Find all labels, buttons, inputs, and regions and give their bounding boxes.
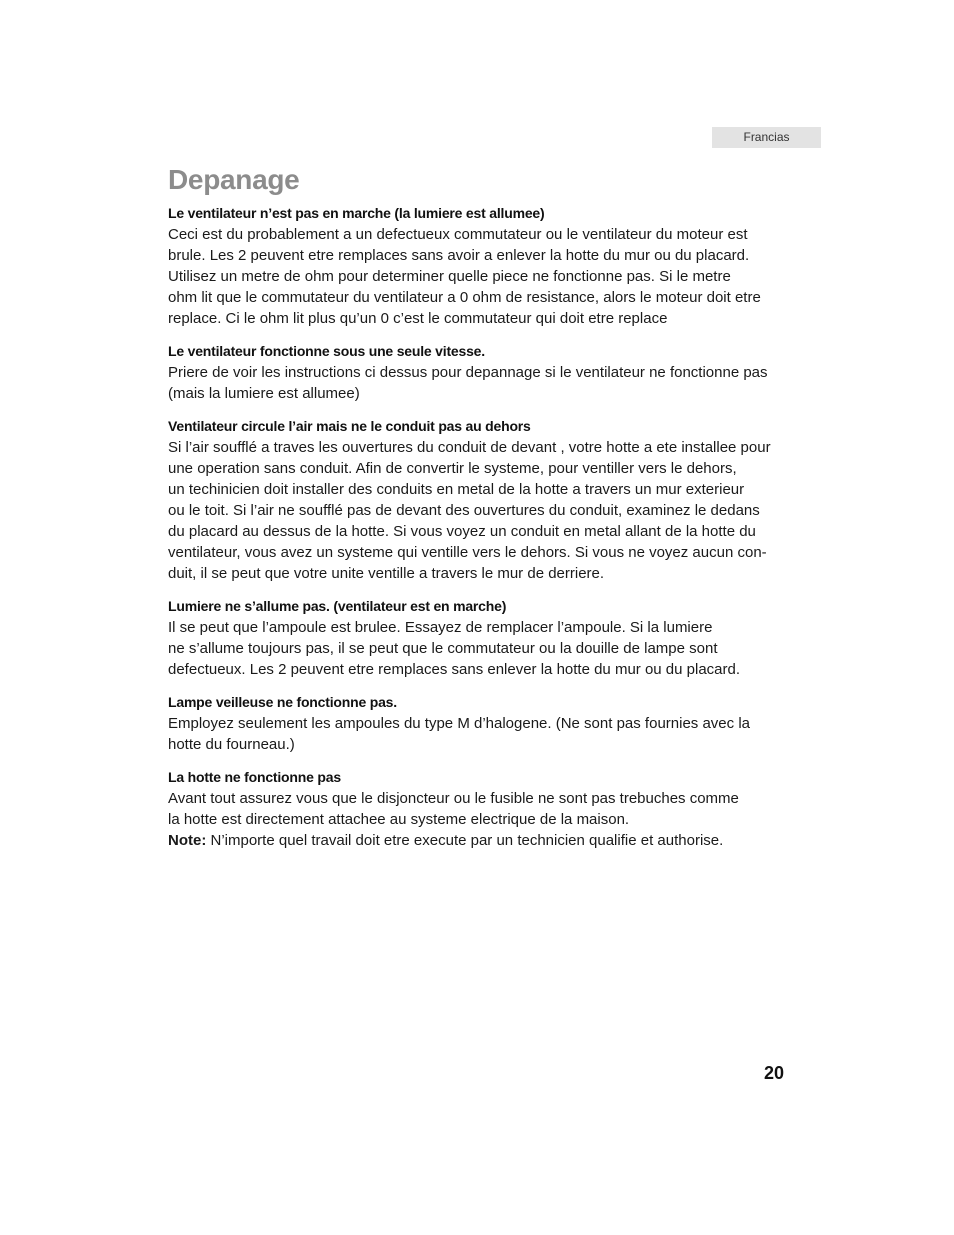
section-body: Employez seulement les ampoules du type M d’halogene. (Ne sont pas fournies avec la hotte du fourneau.) xyxy=(168,715,750,753)
section-heading: Le ventilateur fonctionne sous une seule vitesse. xyxy=(168,343,485,359)
section-air-not-ducted xyxy=(168,416,788,584)
section-single-speed xyxy=(168,341,788,404)
section-body: Il se peut que l’ampoule est brulee. Essayez de remplacer l’ampoule. Si la lumiere ne s’allume toujours pas, il se peut que le commutateur ou la douille de lampe sont defectueux. Les 2 peuvent etre remplaces sans enlever la hotte du mur ou du placard. xyxy=(168,619,741,678)
page-title: Depanage xyxy=(168,164,300,195)
section-body: Si l’air soufflé a traves les ouvertures du conduit de devant , votre hotte a ete installee pour une operation sans conduit. Afin de convertir le systeme, pour ventiller vers le dehors, un techinicien doit installer des conduits en metal de la hotte a travers un mur exterieur ou le toit. Si l’air ne soufflé pas de devant des ouvertures du conduit, examinez le dedans du placard au dessus de la hotte. Si vous voyez un conduit en metal allant de la hotte du ventilateur, vous avez un systeme qui ventille vers le dehors. Si vous ne voyez aucun con- duit, il se peut que votre unite ventille a travers le mur de derriere. xyxy=(168,439,771,582)
note-text: N’importe quel travail doit etre execute par un technicien qualifie et authorise. xyxy=(206,832,724,849)
section-light-not-on xyxy=(168,596,788,680)
note xyxy=(168,830,788,851)
section-heading: Ventilateur circule l’air mais ne le conduit pas au dehors xyxy=(168,418,531,434)
section-hood-not-working xyxy=(168,767,788,830)
section-body: Ceci est du probablement a un defectueux commutateur ou le ventilateur du moteur est brule. Les 2 peuvent etre remplaces sans avoir a enlever la hotte du mur ou du placard. Utilisez un metre de ohm pour determiner quelle piece ne fonctionne pas. Si le metre ohm lit que le commutateur du ventilateur a 0 ohm de resistance, alors le moteur doit etre replace. Ci le ohm lit plus qu’un 0 c’est le commutateur qui doit etre replace xyxy=(168,226,761,327)
section-body: Avant tout assurez vous que le disjoncteur ou le fusible ne sont pas trebuches comme la hotte est directement attachee au systeme electrique de la maison. xyxy=(168,790,739,828)
section-night-light xyxy=(168,692,788,755)
page-number: 20 xyxy=(764,1063,785,1083)
section-body: Priere de voir les instructions ci dessus pour depannage si le ventilateur ne fonctionne pas (mais la lumiere est allumee) xyxy=(168,364,768,402)
language-tab: Francias xyxy=(712,127,821,148)
troubleshooting-content xyxy=(168,203,788,851)
note-label: Note: xyxy=(168,832,207,849)
section-heading: La hotte ne fonctionne pas xyxy=(168,769,341,785)
section-heading: Lampe veilleuse ne fonctionne pas. xyxy=(168,694,397,710)
section-heading: Lumiere ne s’allume pas. (ventilateur est en marche) xyxy=(168,598,507,614)
section-heading: Le ventilateur n’est pas en marche (la lumiere est allumee) xyxy=(168,205,545,221)
section-fan-not-running xyxy=(168,203,788,329)
